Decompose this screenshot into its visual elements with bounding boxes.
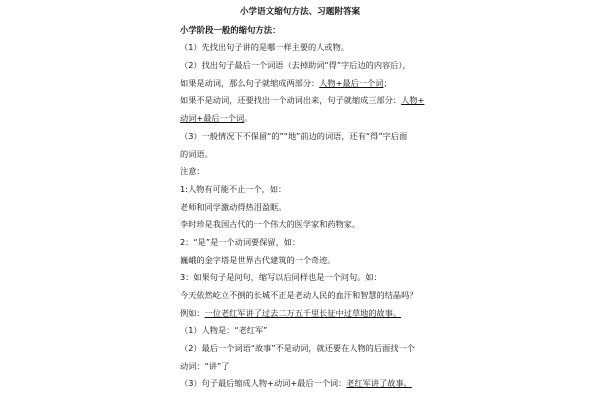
verb-case-formula: 人物+最后一个词 [319,77,384,88]
answer-step-3 [0,375,600,393]
document-page [0,4,600,393]
example-sentence: 一位老红军讲了过去二万五千里长征中过草地的故事。 [204,307,402,318]
note-2: 2：“是”是一个动词要保留，如： [180,236,301,247]
answer-step-2-continued: 动词：“讲”了 [180,360,230,371]
verb-case-end: ； [383,77,392,88]
answer-step-3-text: （3）句子最后缩成人物+动词+最后一个词： [180,378,347,389]
note-2-example: 巍峨的金字塔是世界古代建筑的一个奇迹。 [180,254,336,265]
example-label: 例如： [180,307,205,318]
verb-case-text: 如果是动词，那么句子就缩成两部分： [180,77,320,88]
nonverb-case-end: 。 [244,113,253,124]
note-1: 1:人物有可能不止一个，如： [180,183,287,194]
note-label: 注意： [180,166,205,177]
answer-step-1: （1）人物是：“老红军” [180,325,268,336]
method-step-3-continued: 的词语。 [180,148,213,159]
note-1-example-2: 李时珍是我国古代的一个伟大的医学家和药物家。 [180,219,361,230]
method-step-3: （3）一般情况下不保留“的”“地”前边的词语，还有“得”字后面 [180,130,408,141]
method-step-1: （1）先找出句子讲的是哪一样主要的人或物。 [180,42,349,53]
nonverb-case-line-2 [0,110,600,128]
verb-case-line [0,75,600,93]
example-line [0,305,600,323]
method-step-2: （2）找出句子最后一个词语（去掉助词“得”字后边的内容后）， [180,60,411,71]
nonverb-formula-part-2: 动词+最后一个词 [180,113,245,124]
note-3: 3：如果句子是问句，缩写以后同样也是一个问句。如： [180,272,382,283]
answer-step-2: （2）最后一个词语“故事”不是动词，就还要在人物的后面找一个 [180,343,415,354]
note-1-example-1: 老师和同学激动得热泪盈眶。 [180,201,287,212]
note-3-example: 今天依然屹立不倒的长城不正是老动人民的血汗和智慧的结晶吗？ [180,290,418,300]
nonverb-formula-part-1: 人物+ [401,95,425,106]
nonverb-case-line [0,92,600,110]
answer-result: 老红军讲了故事。 [346,378,412,389]
document-title: 小学语文缩句方法、习题附答案 [239,7,361,17]
nonverb-case-text: 如果不是动词，还要找出一个动词出来，句子就缩成三部分： [180,95,402,106]
section-heading: 小学阶段一般的缩句方法： [180,24,281,35]
